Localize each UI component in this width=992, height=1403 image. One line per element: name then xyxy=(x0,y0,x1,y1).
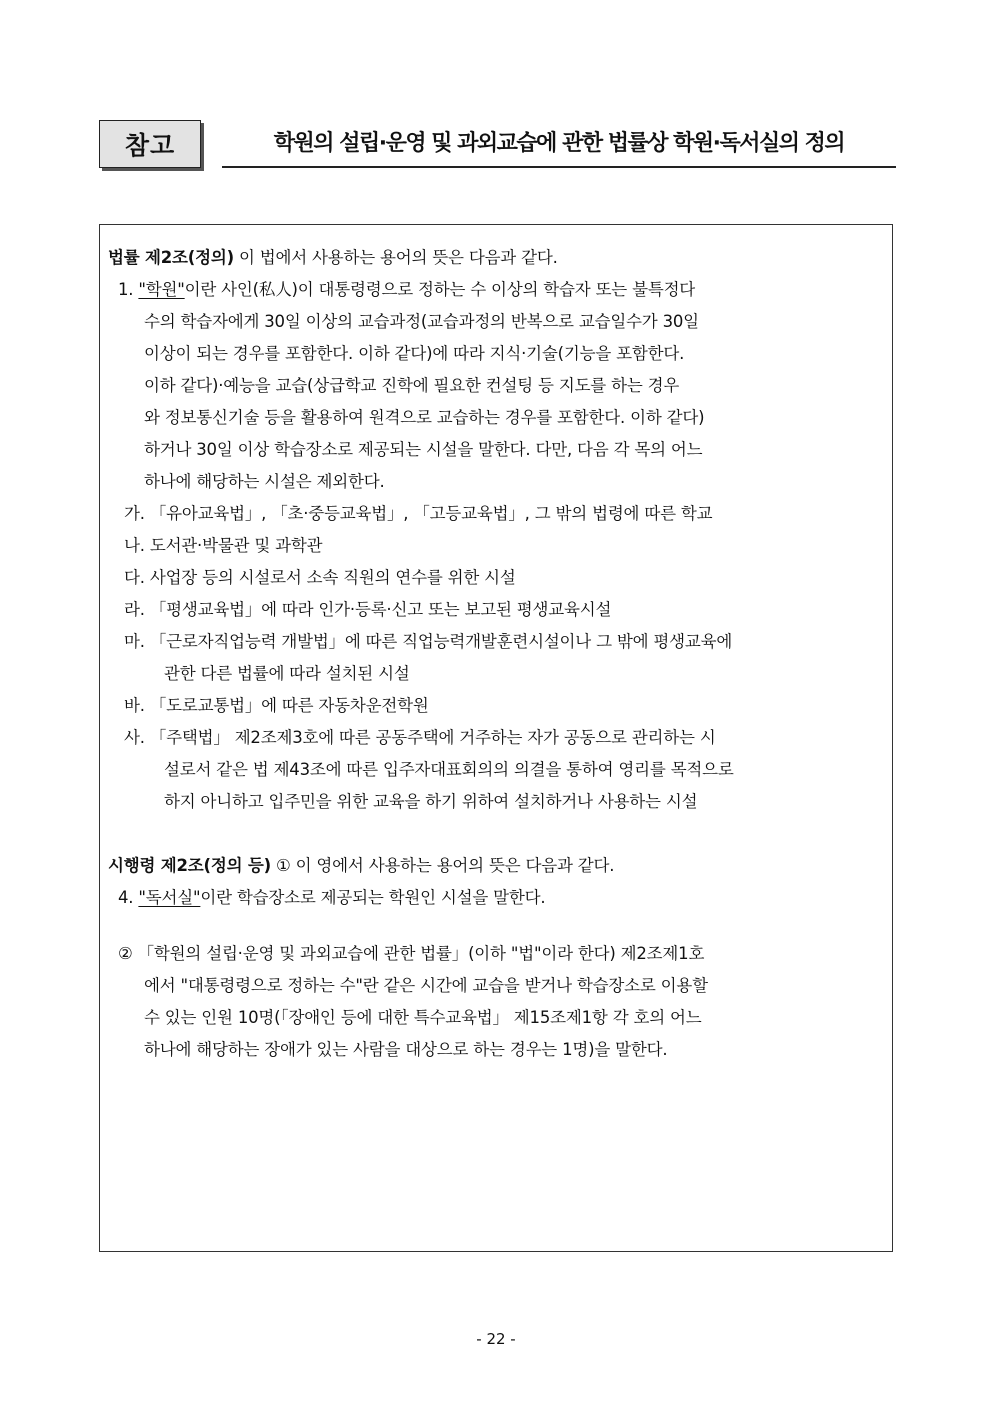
law-item-1-text: 이하 같다)·예능을 교습(상급학교 진학에 필요한 컨설팅 등 지도를 하는 경우 xyxy=(144,376,680,395)
law-item-1-line xyxy=(0,274,992,306)
sub-item-na: 나. 도서관·박물관 및 과학관 xyxy=(124,536,323,555)
decree-intro: ① 이 영에서 사용하는 용어의 뜻은 다음과 같다. xyxy=(270,856,615,875)
law-heading: 법률 제2조(정의) xyxy=(108,248,234,267)
reading-room-term: "독서실" xyxy=(138,888,201,907)
sub-item-da: 다. 사업장 등의 시설로서 소속 직원의 연수를 위한 시설 xyxy=(124,568,516,587)
decree-paragraph-2: 에서 "대통령령으로 정하는 수"란 같은 시간에 교습을 받거나 학습장소로 이용할 xyxy=(144,976,708,995)
decree-paragraph-2: 수 있는 인원 10명(「장애인 등에 대한 특수교육법」 제15조제1항 각 호의 어느 xyxy=(144,1008,702,1027)
sub-item-ra: 라. 「평생교육법」에 따라 인가·등록·신고 또는 보고된 평생교육시설 xyxy=(124,600,612,619)
decree-heading: 시행령 제2조(정의 등) xyxy=(108,856,271,875)
decree-item-4-text: 이란 학습장소로 제공되는 학원인 시설을 말한다. xyxy=(200,888,546,907)
sub-item-ma: 마. 「근로자직업능력 개발법」에 따른 직업능력개발훈련시설이나 그 밖에 평생교육에 xyxy=(124,632,733,651)
page-number: - 22 - xyxy=(476,1330,516,1348)
law-item-1-text: 하나에 해당하는 시설은 제외한다. xyxy=(144,472,385,491)
law-item-1-text: 이란 사인(私人)이 대통령령으로 정하는 수 이상의 학습자 또는 불특정다 xyxy=(184,280,696,299)
sub-item-sa-continued: 하지 아니하고 입주민을 위한 교육을 하기 위하여 설치하거나 사용하는 시설 xyxy=(164,792,698,811)
sub-item-ma-continued: 관한 다른 법률에 따라 설치된 시설 xyxy=(164,664,410,683)
law-item-1-text: 하거나 30일 이상 학습장소로 제공되는 시설을 말한다. 다만, 다음 각 목의 어느 xyxy=(144,440,703,459)
law-intro: 이 법에서 사용하는 용어의 뜻은 다음과 같다. xyxy=(233,248,558,267)
law-item-1-text: 이상이 되는 경우를 포함한다. 이하 같다)에 따라 지식·기술(기능을 포함한다. xyxy=(144,344,685,363)
sub-item-sa-continued: 설로서 같은 법 제43조에 따른 입주자대표회의의 의결을 통하여 영리를 목적으로 xyxy=(164,760,734,779)
reference-label: 참고 xyxy=(99,120,201,168)
law-item-1-text: 수의 학습자에게 30일 이상의 교습과정(교습과정의 반복으로 교습일수가 30일 xyxy=(144,312,699,331)
decree-paragraph-2: ② 「학원의 설립·운영 및 과외교습에 관한 법률」(이하 "법"이라 한다) 제2조제1호 xyxy=(118,944,705,963)
decree-heading-line xyxy=(0,850,992,882)
sub-item-ga: 가. 「유아교육법」, 「초·중등교육법」, 「고등교육법」, 그 밖의 법령에 따른 학교 xyxy=(124,504,713,523)
sub-item-ba: 바. 「도로교통법」에 따른 자동차운전학원 xyxy=(124,696,429,715)
decree-item-4-number: 4. xyxy=(118,888,139,907)
academy-term: "학원" xyxy=(138,280,185,299)
decree-item-4-line xyxy=(0,882,992,914)
law-item-1-text: 와 정보통신기술 등을 활용하여 원격으로 교습하는 경우를 포함한다. 이하 같다) xyxy=(144,408,705,427)
sub-item-sa: 사. 「주택법」 제2조제3호에 따른 공동주택에 거주하는 자가 공동으로 관리하는 시 xyxy=(124,728,716,747)
law-item-1-number: 1. xyxy=(118,280,139,299)
decree-paragraph-2: 하나에 해당하는 장애가 있는 사람을 대상으로 하는 경우는 1명)을 말한다. xyxy=(144,1040,668,1059)
page-title: 학원의 설립·운영 및 과외교습에 관한 법률상 학원·독서실의 정의 xyxy=(222,124,896,168)
law-heading-line xyxy=(0,242,992,274)
